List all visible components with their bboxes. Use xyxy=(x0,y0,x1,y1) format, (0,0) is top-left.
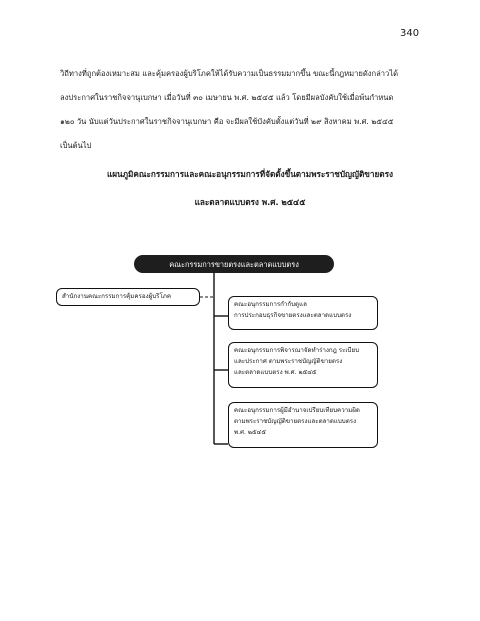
paragraph-line: ลงประกาศในราชกิจจานุเบกษา เมื่อวันที่ ๓๐ เมษายน พ.ศ. ๒๕๔๕ แล้ว โดยมีผลบังคับใช้เมื่อพ้นกำหนด xyxy=(60,93,394,102)
paragraph-line: วิถีทางที่ถูกต้องเหมาะสม และคุ้มครองผู้บริโภคให้ได้รับความเป็นธรรมมากขึ้น ขณะนี้กฎหมายดังกล่าวได้ xyxy=(60,69,399,78)
chart-title-line-1: แผนภูมิคณะกรรมการและคณะอนุกรรมการที่จัดตั้งขึ้นตามพระราชบัญญัติขายตรง xyxy=(106,169,394,179)
settlement-subcommittee-box xyxy=(228,402,378,448)
page-number: 340 xyxy=(400,28,420,39)
body-paragraph xyxy=(60,62,440,158)
box-text-line: และประกาศ ตามพระราชบัญญัติขายตรง xyxy=(234,358,343,365)
box-text-line: คณะอนุกรรมการพิจารณาจัดทำร่างกฎ ระเบียบ xyxy=(234,347,360,354)
paragraph-line: เป็นต้นไป xyxy=(60,141,92,150)
main-committee-box: คณะกรรมการขายตรงและตลาดแบบตรง xyxy=(134,255,334,273)
box-text-line: คณะอนุกรรมการกำกับดูแล xyxy=(234,301,307,308)
box-text-line: พ.ศ. ๒๕๔๕ xyxy=(234,429,267,436)
box-text-line: การประกอบธุรกิจขายตรงและตลาดแบบตรง xyxy=(234,312,352,319)
box-text-line: ตามพระราชบัญญัติขายตรงและตลาดแบบตรง xyxy=(234,418,357,425)
paragraph-line: ๑๒๐ วัน นับแต่วันประกาศในราชกิจจานุเบกษา คือ จะมีผลใช้บังคับตั้งแต่วันที่ ๒๙ สิงหาคม พ.ศ. ๒๕๔๕ xyxy=(60,117,394,126)
regulation-drafting-subcommittee-box xyxy=(228,342,378,388)
chart-title-line-2: และตลาดแบบตรง พ.ศ. ๒๕๔๕ xyxy=(194,197,306,207)
consumer-office-box: สำนักงานคณะกรรมการคุ้มครองผู้บริโภค xyxy=(56,288,200,306)
box-text-line: คณะอนุกรรมการผู้มีอำนาจเปรียบเทียบความผิด xyxy=(234,407,360,414)
supervision-subcommittee-box xyxy=(228,296,378,330)
box-text-line: และตลาดแบบตรง พ.ศ. ๒๕๔๕ xyxy=(234,369,317,376)
